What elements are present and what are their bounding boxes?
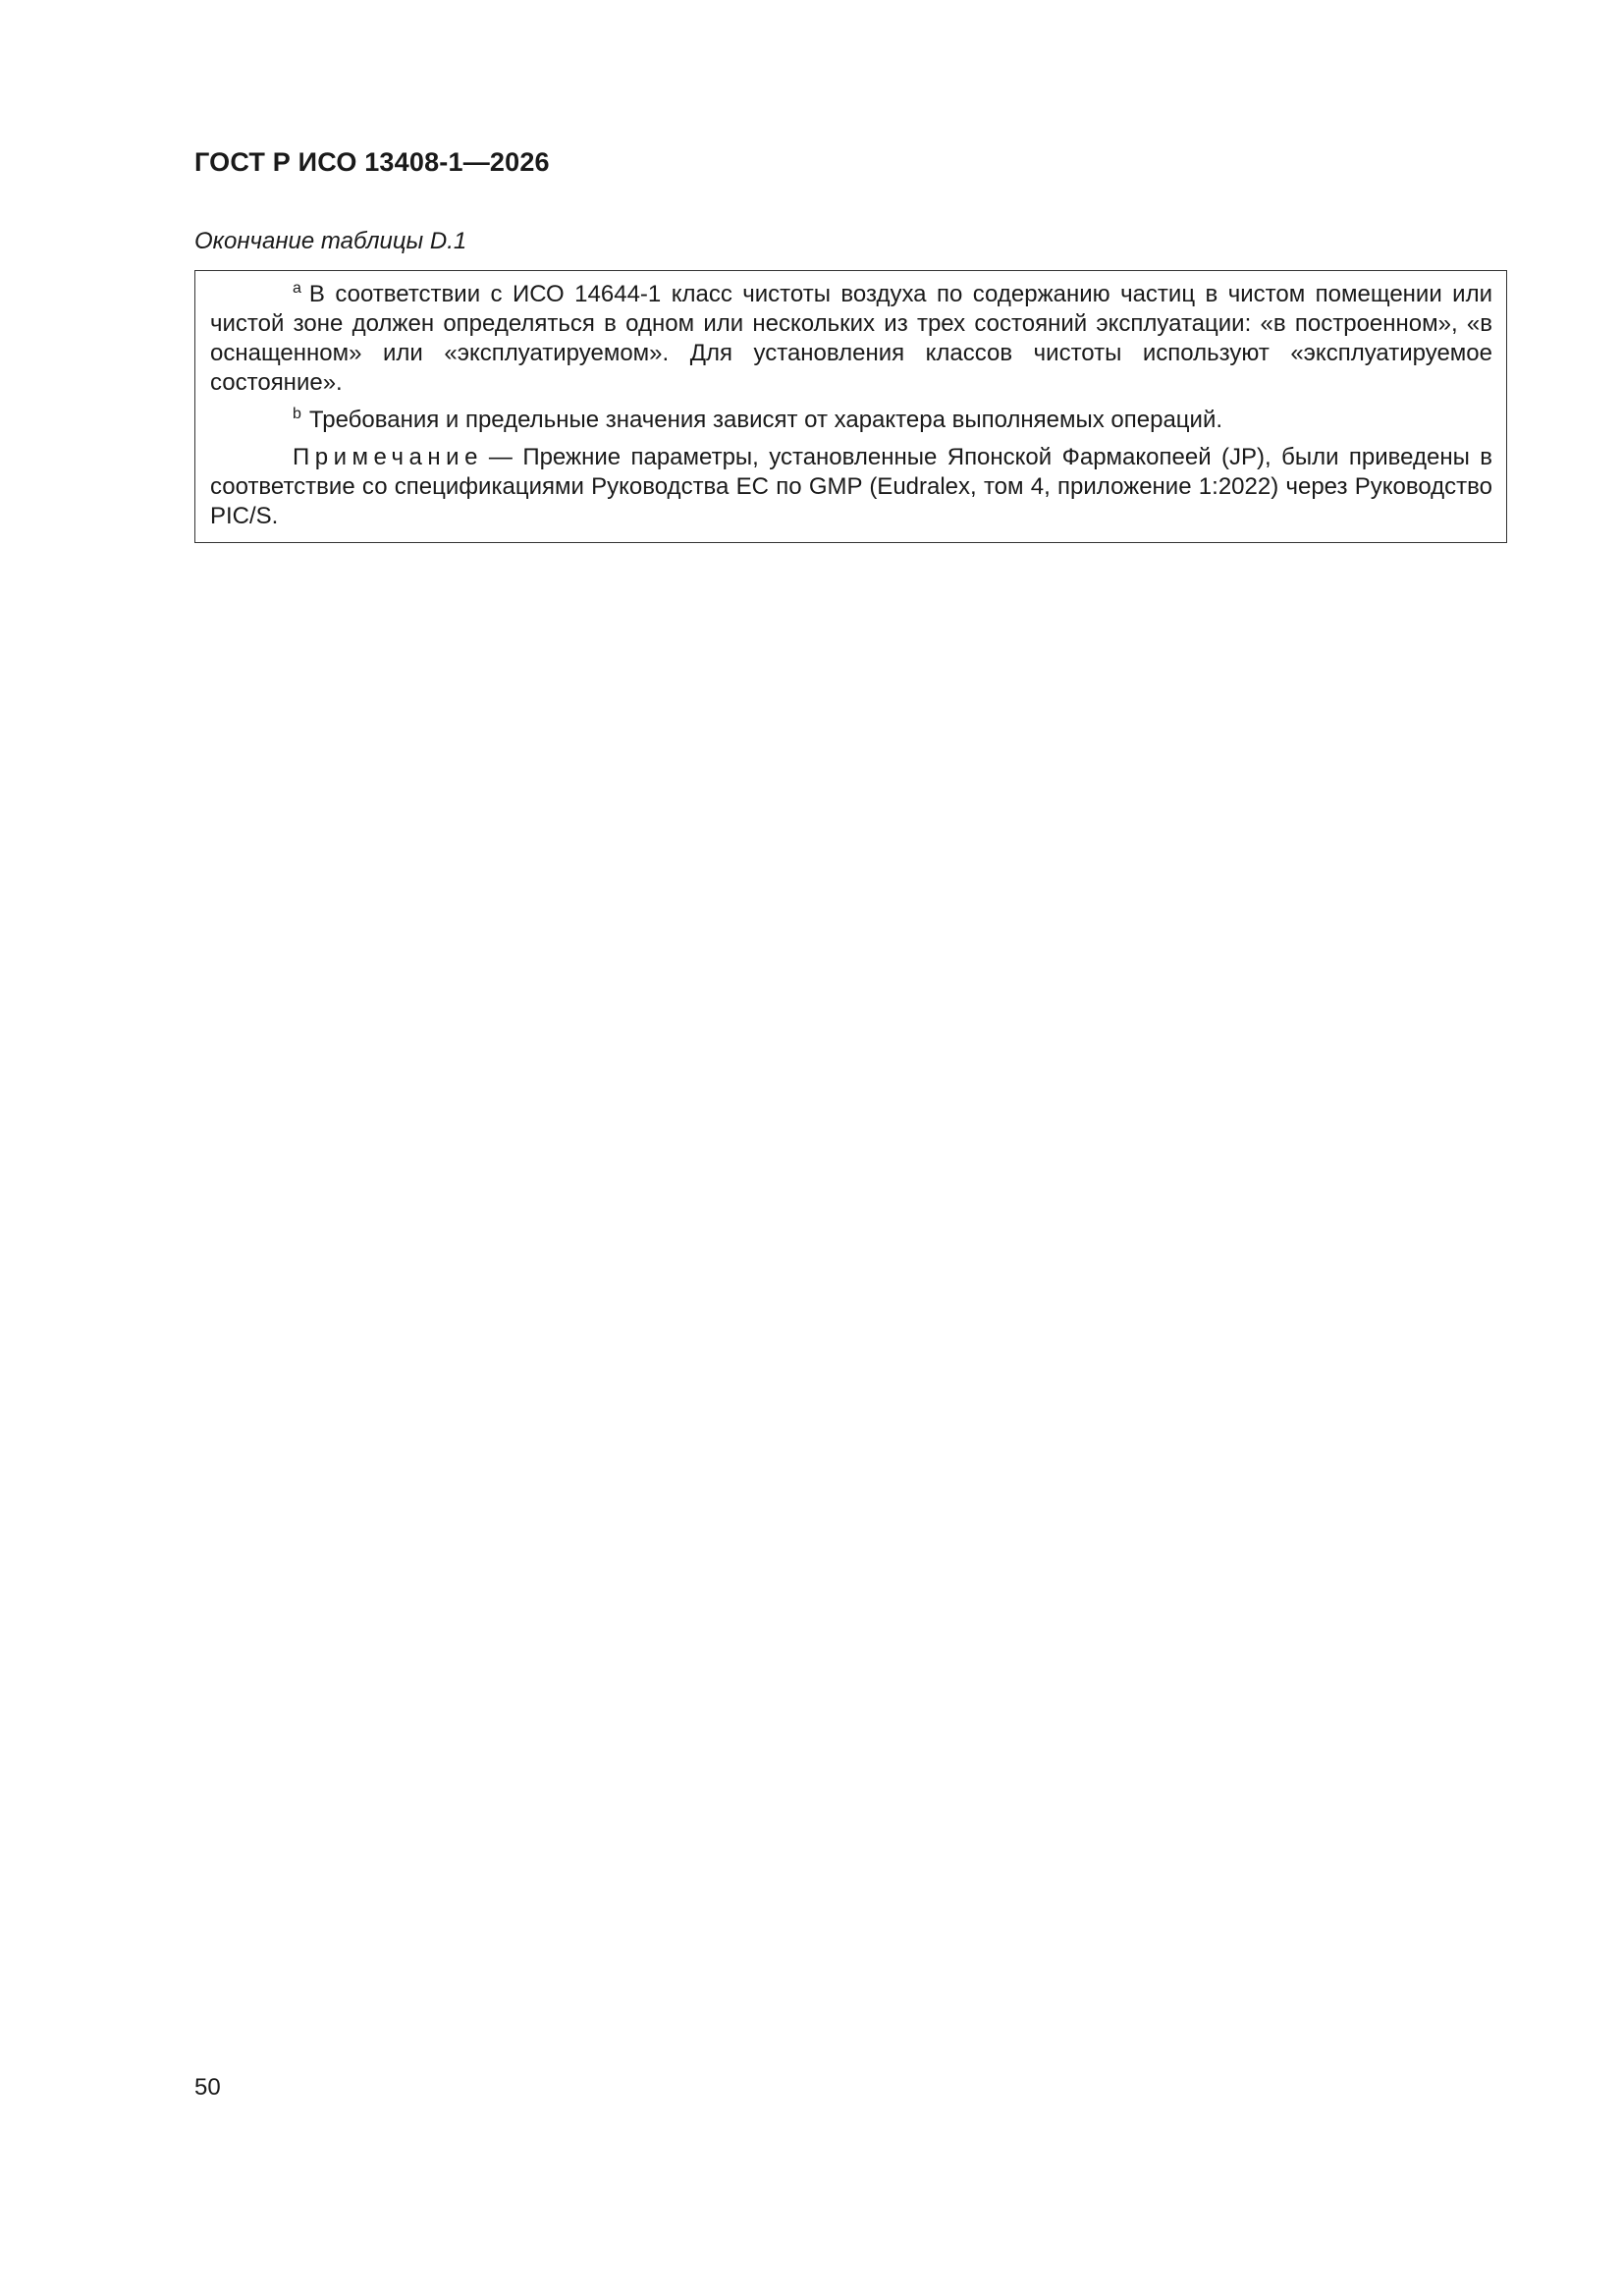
footnote-marker: b — [293, 406, 301, 422]
footnote-marker: a — [293, 280, 301, 297]
footnote-text: Требования и предельные значения зависят от характера выполняемых операций. — [308, 407, 1223, 433]
note-text: — Прежние параметры, установленные Японской Фармакопеей (JP), были приведены в соответствие со спецификациями Руководства ЕС по GMP (Eudralex, том 4, приложение 1:2022) через Руководство PIC/S. — [210, 444, 1492, 529]
table-caption: Окончание таблицы D.1 — [194, 228, 467, 254]
document-header: ГОСТ Р ИСО 13408-1—2026 — [194, 147, 550, 177]
page-number: 50 — [194, 2074, 221, 2101]
footnote-b — [210, 406, 1492, 435]
footnote-text: В соответствии с ИСО 14644-1 класс чистоты воздуха по содержанию частиц в чистом помещении или чистой зоне должен определяться в одном или нескольких из трех состояний эксплуатации: «в построенном», «в оснащенном» или «эксплуатируемом». Для установления классов чистоты используют «эксплуатируемое состояние». — [210, 281, 1492, 396]
note-label: Примечание — [293, 444, 483, 470]
table-footnotes-box — [194, 270, 1507, 543]
footnote-a — [210, 280, 1492, 398]
table-note — [210, 443, 1492, 531]
